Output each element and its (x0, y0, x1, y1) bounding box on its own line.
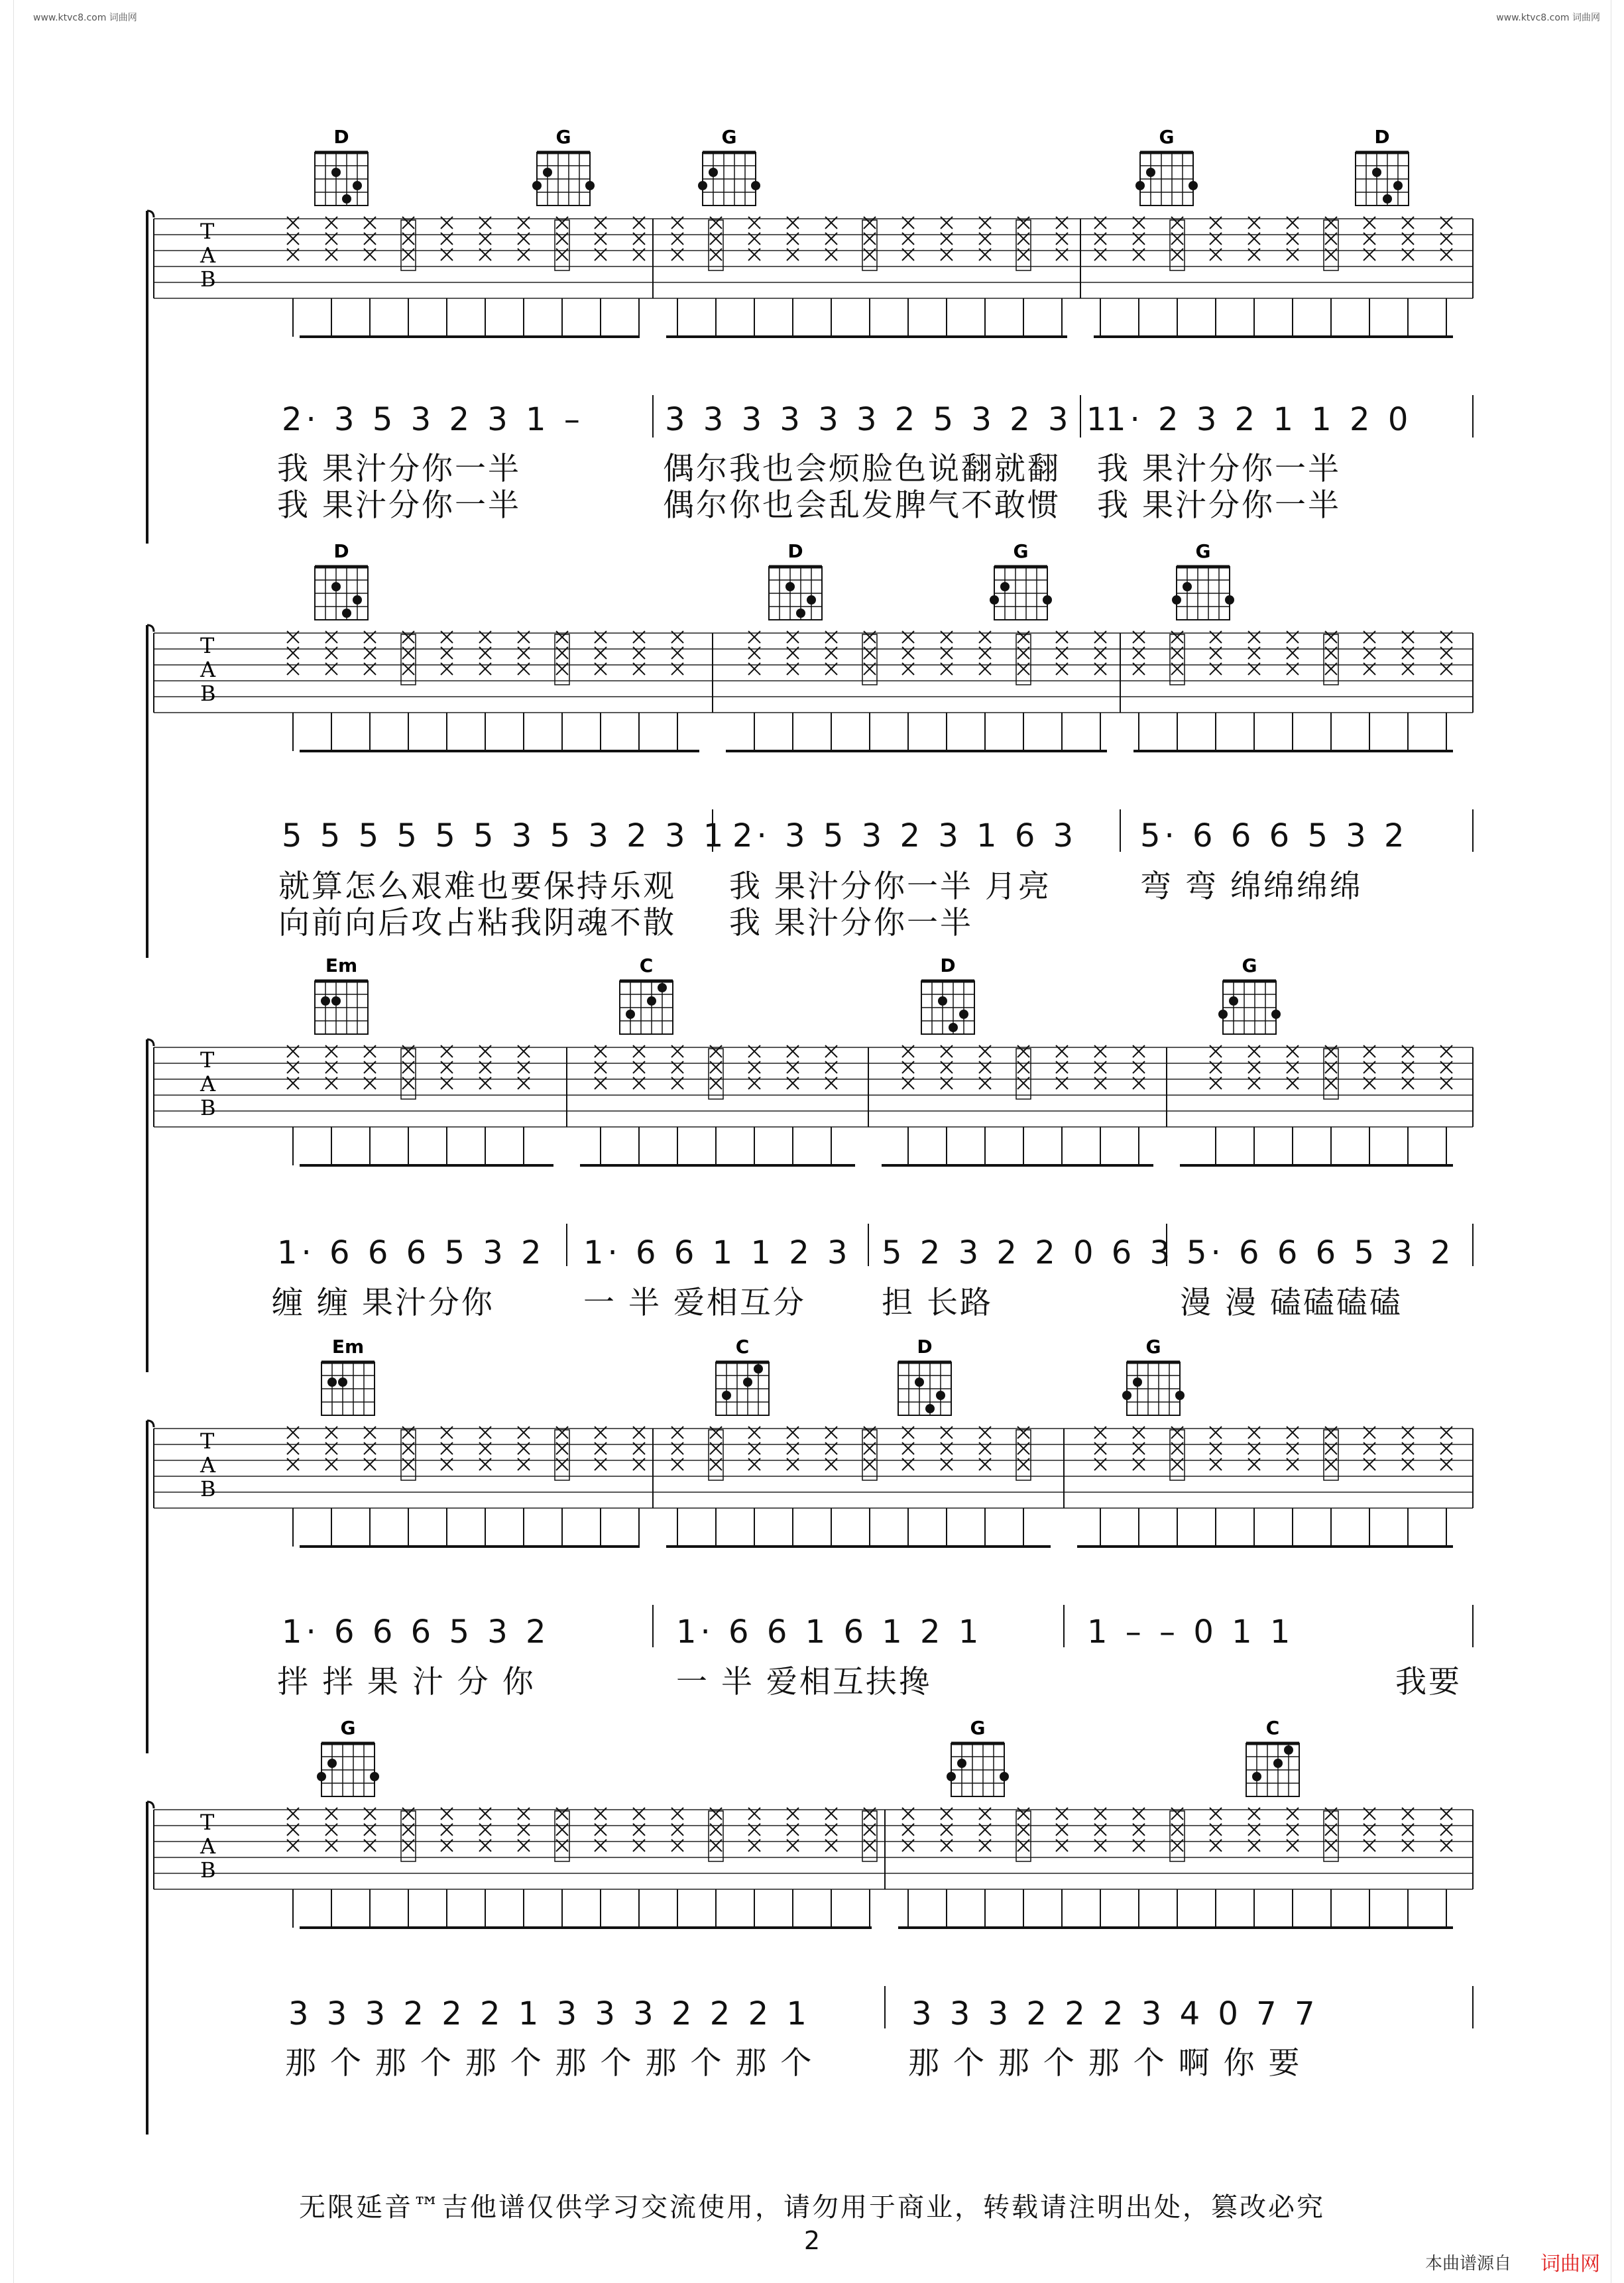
chord-finger-dot (370, 1772, 379, 1781)
chord-name-label: G (555, 126, 571, 148)
chord-name-label: G (340, 1717, 356, 1739)
chord-finger-dot (543, 168, 552, 177)
jianpu-s1-m3: 1· 2 3 2 1 1 2 0 (1106, 401, 1413, 438)
chord-finger-dot (1135, 181, 1145, 190)
chord-finger-dot (751, 181, 760, 190)
chord-finger-dot (1252, 1772, 1261, 1781)
lyrics-s4-m3: 我要 (1395, 1664, 1462, 1700)
chord-finger-dot (331, 168, 341, 177)
tab-clef-letter: T (200, 219, 215, 244)
chord-finger-dot (990, 595, 999, 605)
lyrics-s2-l2-m1: 向前向后攻占粘我阴魂不散 (278, 905, 676, 941)
lyrics-s1-l1-m3: 我 果汁分你一半 (1097, 451, 1341, 487)
chord-finger-dot (321, 996, 330, 1006)
lyrics-s5-m1: 那 个 那 个 那 个 那 个 那 个 那 个 (285, 2045, 814, 2081)
jianpu-s4-m2: 1· 6 6 1 6 1 2 1 (676, 1613, 983, 1651)
chord-name-label: D (333, 540, 349, 562)
chord-name-label: D (940, 955, 956, 976)
chord-finger-dot (331, 582, 341, 591)
chord-finger-dot (331, 996, 341, 1006)
header-right-url: www.ktvc8.com 词曲网 (1496, 13, 1600, 23)
chord-finger-dot (709, 168, 718, 177)
chord-finger-dot (1372, 168, 1381, 177)
tab-clef-letter: T (200, 1047, 215, 1073)
chord-finger-dot (807, 595, 816, 605)
tab-clef-letter: B (200, 1857, 216, 1883)
chord-finger-dot (1383, 194, 1392, 204)
chord-name-label: Em (325, 955, 358, 976)
chord-name-label: G (1013, 540, 1029, 562)
chord-finger-dot (317, 1772, 326, 1781)
lyrics-s1-l1-m1: 我 果汁分你一半 (277, 451, 521, 487)
chord-name-label: D (1374, 126, 1390, 148)
lyrics-s1-l2-m3: 我 果汁分你一半 (1097, 487, 1341, 524)
jianpu-s4-m1: 1· 6 6 6 5 3 2 (282, 1613, 550, 1651)
header-left-url: www.ktvc8.com 词曲网 (33, 13, 137, 23)
lyrics-s2-l1-m3: 弯 弯 绵绵绵绵 (1140, 868, 1363, 905)
chord-finger-dot (936, 1391, 945, 1400)
chord-finger-dot (342, 609, 351, 618)
chord-finger-dot (949, 1023, 958, 1032)
lyrics-s3-m2: 一 半 爱相互分 (583, 1285, 806, 1321)
chord-finger-dot (585, 181, 595, 190)
tab-clef-letter: T (200, 1429, 215, 1454)
lyrics-s3-m1: 缠 缠 果汁分你 (272, 1285, 494, 1321)
chord-finger-dot (1271, 1010, 1281, 1019)
chord-finger-dot (1229, 996, 1238, 1006)
chord-finger-dot (1000, 582, 1010, 591)
jianpu-s2-m2: 2· 3 5 3 2 3 1 6 3 (732, 817, 1078, 854)
tab-clef-letter: B (200, 1476, 216, 1501)
chord-finger-dot (1284, 1745, 1293, 1755)
chord-finger-dot (785, 582, 795, 591)
chord-name-label: G (970, 1717, 986, 1739)
jianpu-s5-m1: 3 3 3 2 2 2 1 3 3 3 2 2 2 1 (288, 1995, 811, 2032)
jianpu-s3-m4: 5· 6 6 6 5 3 2 (1187, 1234, 1455, 1271)
lyrics-s5-m2: 那 个 那 个 那 个 啊 你 要 (908, 2045, 1302, 2081)
chord-finger-dot (353, 181, 362, 190)
chord-finger-dot (1133, 1377, 1142, 1387)
chord-finger-dot (532, 181, 542, 190)
tab-clef-letter: B (200, 681, 216, 706)
lyrics-s1-l2-m1: 我 果汁分你一半 (277, 487, 521, 524)
lyrics-s3-m3: 担 长路 (882, 1285, 993, 1321)
chord-name-label: G (1145, 1336, 1161, 1358)
chord-finger-dot (698, 181, 707, 190)
chord-finger-dot (957, 1759, 966, 1768)
chord-finger-dot (947, 1772, 956, 1781)
lyrics-s1-l2-m2: 偶尔你也会乱发脾气不敢惯 (663, 487, 1061, 524)
chord-finger-dot (327, 1377, 337, 1387)
footer-copyright-note: 无限延音™吉他谱仅供学习交流使用，请勿用于商业，转载请注明出处，篡改必究 (299, 2192, 1325, 2223)
tab-clef-letter: T (200, 1810, 215, 1835)
jianpu-s5-m2: 3 3 3 2 2 2 3 4 0 7 7 (911, 1995, 1319, 2032)
chord-finger-dot (1043, 595, 1052, 605)
chord-finger-dot (938, 996, 947, 1006)
jianpu-s2-m3: 5· 6 6 6 5 3 2 (1140, 817, 1409, 854)
chord-name-label: G (1195, 540, 1211, 562)
chord-name-label: Em (331, 1336, 365, 1358)
chord-finger-dot (1393, 181, 1403, 190)
jianpu-s2-m1: 5 5 5 5 5 5 3 5 3 2 3 1 (282, 817, 728, 854)
tab-clef-letter: B (200, 1095, 216, 1120)
chord-finger-dot (647, 996, 656, 1006)
lyrics-s4-m2: 一 半 爱相互扶搀 (676, 1664, 932, 1700)
chord-finger-dot (1273, 1759, 1283, 1768)
chord-finger-dot (796, 609, 805, 618)
chord-finger-dot (1122, 1391, 1131, 1400)
chord-name-label: G (721, 126, 737, 148)
chord-finger-dot (743, 1377, 752, 1387)
chord-finger-dot (342, 194, 351, 204)
jianpu-s4-m3: 1 – – 0 1 1 (1087, 1613, 1295, 1651)
chord-name-label: C (1265, 1717, 1280, 1739)
chord-finger-dot (1175, 1391, 1185, 1400)
jianpu-s1-m2: 3 3 3 3 3 3 2 5 3 2 3 1 (665, 401, 1111, 438)
chord-finger-dot (1189, 181, 1198, 190)
page-number: 2 (803, 2226, 821, 2255)
chord-finger-dot (1183, 582, 1192, 591)
lyrics-s1-l1-m2: 偶尔我也会烦脸色说翻就翻 (663, 451, 1061, 487)
lyrics-s2-l1-m2: 我 果汁分你一半 月亮 (729, 868, 1051, 905)
chord-finger-dot (959, 1010, 968, 1019)
tab-clef-letter: A (200, 657, 216, 682)
chord-finger-dot (338, 1377, 347, 1387)
chord-name-label: C (639, 955, 654, 976)
chord-finger-dot (1172, 595, 1181, 605)
chord-finger-dot (1225, 595, 1234, 605)
lyrics-s2-l1-m1: 就算怎么艰难也要保持乐观 (278, 868, 676, 905)
lyrics-s2-l2-m2: 我 果汁分你一半 (729, 905, 973, 941)
lyrics-s3-m4: 漫 漫 磕磕磕磕 (1180, 1285, 1403, 1321)
chord-finger-dot (353, 595, 362, 605)
chord-finger-dot (722, 1391, 731, 1400)
chord-finger-dot (626, 1010, 635, 1019)
chord-finger-dot (1218, 1010, 1228, 1019)
tab-clef-letter: B (200, 266, 216, 292)
tab-clef-letter: A (200, 243, 216, 268)
chord-finger-dot (1000, 1772, 1009, 1781)
tab-clef-letter: A (200, 1834, 216, 1859)
chord-name-label: C (735, 1336, 750, 1358)
jianpu-s1-m1: 2· 3 5 3 2 3 1 – (282, 401, 584, 438)
chord-name-label: D (917, 1336, 933, 1358)
chord-finger-dot (925, 1404, 935, 1413)
jianpu-s3-m2: 1· 6 6 1 1 2 3 (583, 1234, 852, 1271)
chord-finger-dot (1146, 168, 1155, 177)
chord-name-label: D (333, 126, 349, 148)
jianpu-s3-m1: 1· 6 6 6 5 3 2 (277, 1234, 546, 1271)
source-brand-logo[interactable]: 词曲网 (1540, 2253, 1600, 2276)
chord-finger-dot (915, 1377, 924, 1387)
chord-name-label: G (1159, 126, 1175, 148)
lyrics-s4-m1: 拌 拌 果 汁 分 你 (277, 1664, 536, 1700)
chord-finger-dot (754, 1364, 763, 1374)
jianpu-s3-m3: 5 2 3 2 2 0 6 3 (882, 1234, 1175, 1271)
tab-clef-letter: A (200, 1071, 216, 1096)
chord-name-label: D (787, 540, 803, 562)
chord-finger-dot (658, 983, 667, 992)
source-note: 本曲谱源自 (1424, 2254, 1511, 2274)
chord-name-label: G (1242, 955, 1257, 976)
chord-finger-dot (327, 1759, 337, 1768)
tab-clef-letter: A (200, 1452, 216, 1478)
tab-clef-letter: T (200, 633, 215, 658)
